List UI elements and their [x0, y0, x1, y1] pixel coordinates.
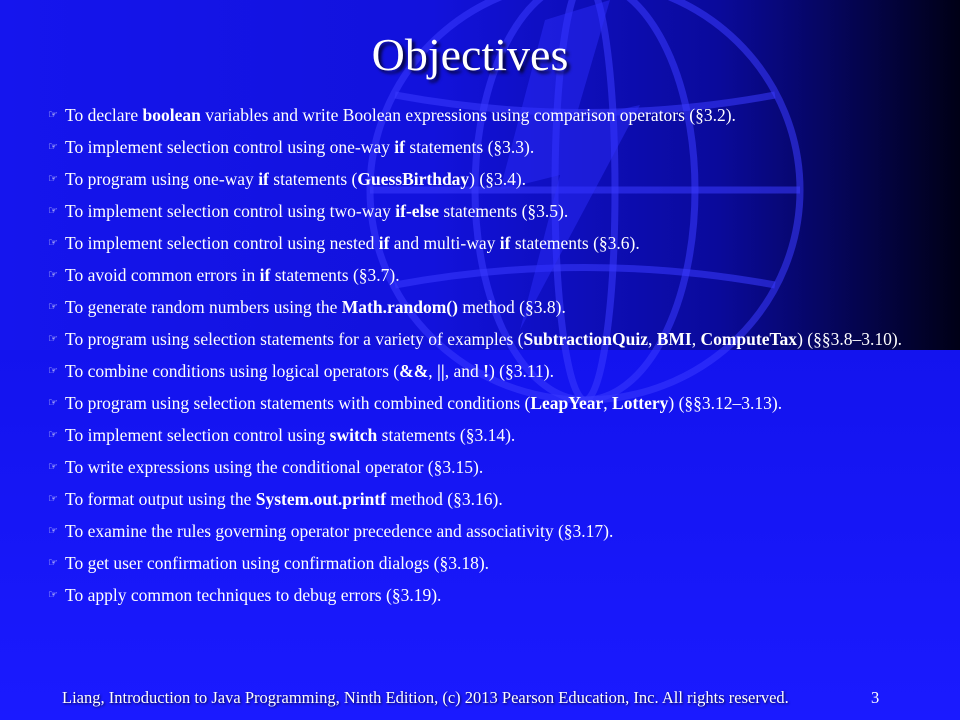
objective-item: [48, 295, 908, 319]
objective-item: [48, 455, 908, 479]
objective-item: [48, 551, 908, 575]
objective-text: To implement selection control using nested if and multi-way if statements (§3.6).: [65, 233, 640, 253]
objective-text: To program using one-way if statements (GuessBirthday) (§3.4).: [65, 169, 527, 189]
objective-item: [48, 263, 908, 287]
objective-item: [48, 583, 908, 607]
objective-item: [48, 487, 908, 511]
objective-text: To program using selection statements with combined conditions (LeapYear, Lottery) (§§3.12–3.13).: [65, 393, 783, 413]
objective-text: To program using selection statements for a variety of examples (SubtractionQuiz, BMI, ComputeTax) (§§3.8–3.10).: [65, 329, 903, 349]
objective-text: To implement selection control using switch statements (§3.14).: [65, 425, 516, 445]
objective-text: To implement selection control using two-way if-else statements (§3.5).: [65, 201, 569, 221]
objective-text: To combine conditions using logical operators (&&, ||, and !) (§3.11).: [65, 361, 554, 381]
objective-item: [48, 231, 908, 255]
pointing-hand-icon: ☞: [48, 461, 58, 473]
objective-item: [48, 199, 908, 223]
objective-text: To declare boolean variables and write Boolean expressions using comparison operators (§3.2).: [65, 105, 736, 125]
objective-text: To generate random numbers using the Math.random() method (§3.8).: [65, 297, 566, 317]
pointing-hand-icon: ☞: [48, 269, 58, 281]
objective-text: To implement selection control using one-way if statements (§3.3).: [65, 137, 535, 157]
objective-item: [48, 135, 908, 159]
objective-text: To get user confirmation using confirmation dialogs (§3.18).: [65, 553, 490, 573]
pointing-hand-icon: ☞: [48, 365, 58, 377]
objective-text: To apply common techniques to debug errors (§3.19).: [65, 585, 442, 605]
objective-item: [48, 167, 908, 191]
pointing-hand-icon: ☞: [48, 141, 58, 153]
objective-item: [48, 103, 908, 127]
pointing-hand-icon: ☞: [48, 589, 58, 601]
objective-text: To examine the rules governing operator precedence and associativity (§3.17).: [65, 521, 614, 541]
objective-item: [48, 519, 908, 543]
page-number: 3: [871, 688, 880, 707]
objective-item: [48, 327, 908, 351]
objective-item: [48, 359, 908, 383]
objective-text: To format output using the System.out.printf method (§3.16).: [65, 489, 503, 509]
pointing-hand-icon: ☞: [48, 493, 58, 505]
objective-text: To write expressions using the conditional operator (§3.15).: [65, 457, 484, 477]
slide-title: Objectives: [371, 29, 569, 80]
pointing-hand-icon: ☞: [48, 525, 58, 537]
pointing-hand-icon: ☞: [48, 109, 58, 121]
objective-item: [48, 391, 908, 415]
objectives-list: [48, 103, 908, 615]
pointing-hand-icon: ☞: [48, 205, 58, 217]
pointing-hand-icon: ☞: [48, 557, 58, 569]
pointing-hand-icon: ☞: [48, 333, 58, 345]
objective-text: To avoid common errors in if statements (§3.7).: [65, 265, 400, 285]
footer-copyright: Liang, Introduction to Java Programming, Ninth Edition, (c) 2013 Pearson Education, Inc. All rights reserved.: [62, 688, 789, 707]
pointing-hand-icon: ☞: [48, 301, 58, 313]
pointing-hand-icon: ☞: [48, 397, 58, 409]
pointing-hand-icon: ☞: [48, 237, 58, 249]
pointing-hand-icon: ☞: [48, 429, 58, 441]
objective-item: [48, 423, 908, 447]
pointing-hand-icon: ☞: [48, 173, 58, 185]
